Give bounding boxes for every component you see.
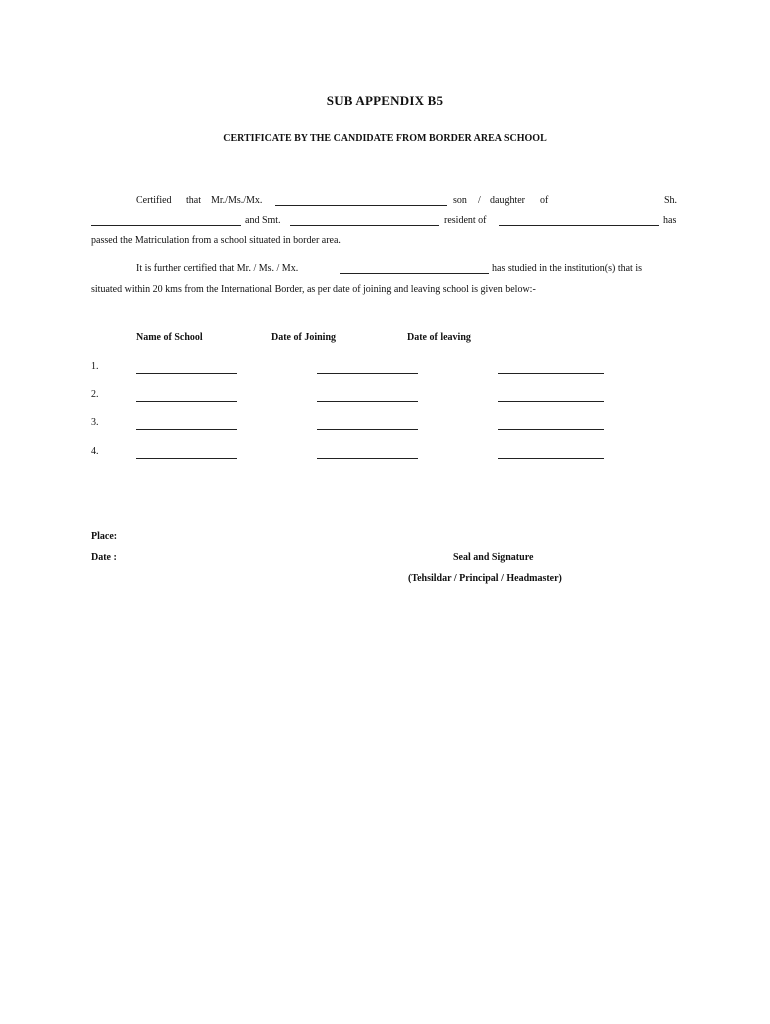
blank-date-leaving[interactable] bbox=[498, 428, 604, 430]
document-title: SUB APPENDIX B5 bbox=[326, 93, 444, 108]
seal-signature-label: Seal and Signature bbox=[453, 552, 534, 563]
para1-and-smt: and Smt. bbox=[245, 215, 281, 226]
document-subtitle: CERTIFICATE BY THE CANDIDATE FROM BORDER AREA SCHOOL bbox=[223, 133, 547, 144]
blank-school-name[interactable] bbox=[136, 372, 237, 374]
date-label: Date : bbox=[91, 552, 117, 563]
blank-residence[interactable] bbox=[499, 215, 659, 229]
para1-resident-of: resident of bbox=[444, 215, 487, 226]
header-date-of-joining: Date of Joining bbox=[271, 332, 336, 343]
para1-word: Mr./Ms./Mx. bbox=[211, 195, 263, 206]
blank-candidate-name[interactable] bbox=[275, 195, 447, 209]
place-label: Place: bbox=[91, 531, 118, 542]
header-date-of-leaving: Date of leaving bbox=[407, 332, 471, 343]
blank-mother-name[interactable] bbox=[290, 215, 439, 229]
row-number: 2. bbox=[91, 389, 99, 400]
para1-word: of bbox=[540, 195, 549, 206]
blank-school-name[interactable] bbox=[136, 400, 237, 402]
para1-word: Sh. bbox=[664, 195, 678, 206]
para1-word: son bbox=[453, 195, 467, 206]
blank-date-joining[interactable] bbox=[317, 428, 418, 430]
blank-date-leaving[interactable] bbox=[498, 372, 604, 374]
para1-word: daughter bbox=[490, 195, 525, 206]
row-number: 3. bbox=[91, 417, 99, 428]
row-number: 4. bbox=[91, 446, 99, 457]
blank-school-name[interactable] bbox=[136, 428, 237, 430]
para2-end: has studied in the institution(s) that is bbox=[492, 263, 642, 274]
para2-line2: situated within 20 kms from the International Border, as per date of joining and leaving school is given below:- bbox=[91, 284, 536, 295]
blank-father-name[interactable] bbox=[91, 215, 241, 229]
blank-date-joining[interactable] bbox=[317, 372, 418, 374]
blank-date-leaving[interactable] bbox=[498, 457, 604, 459]
row-number: 1. bbox=[91, 361, 99, 372]
para2-start: It is further certified that Mr. / Ms. / Mx. bbox=[136, 263, 299, 274]
para1-word: that bbox=[186, 195, 201, 206]
blank-candidate-name-2[interactable] bbox=[340, 263, 489, 277]
para1-has: has bbox=[663, 215, 677, 226]
blank-school-name[interactable] bbox=[136, 457, 237, 459]
header-name-of-school: Name of School bbox=[136, 332, 203, 343]
blank-date-joining[interactable] bbox=[317, 457, 418, 459]
para1-word: Certified bbox=[136, 195, 172, 206]
para1-word: / bbox=[478, 195, 481, 206]
para1-line3: passed the Matriculation from a school situated in border area. bbox=[91, 235, 341, 246]
blank-date-leaving[interactable] bbox=[498, 400, 604, 402]
blank-date-joining[interactable] bbox=[317, 400, 418, 402]
authority-label: (Tehsildar / Principal / Headmaster) bbox=[408, 573, 562, 584]
